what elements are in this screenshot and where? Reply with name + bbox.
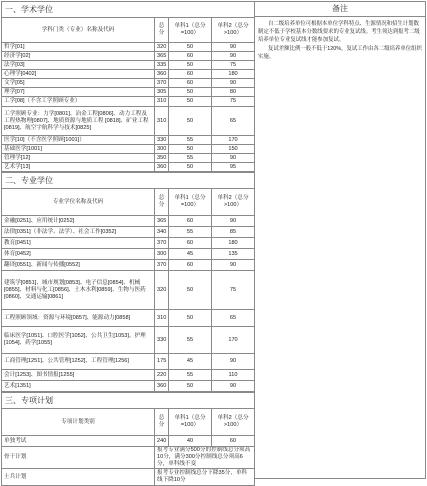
single-subject-2: 80	[212, 88, 255, 97]
column-header: 单科2（总分>100）	[212, 409, 255, 436]
single-subject-1: 50	[169, 43, 212, 52]
program-name: 工学照顾专业：力学[0801]、冶金工程[0806]、动力工程及工程热物理[0807]、地质资源与地质工程 [0818]、矿业工程[0819]、航空宇航科学与技术[0825]	[2, 107, 155, 136]
table-row	[2, 216, 255, 227]
total-score: 175	[155, 354, 169, 370]
single-subject-2: 90	[212, 260, 255, 271]
table-row	[2, 310, 255, 327]
total-score: 360	[155, 381, 169, 392]
program-name: 文学[05]	[2, 79, 155, 88]
column-header: 学科门类（专业）名称及代码	[2, 18, 155, 43]
program-name: 哲学[01]	[2, 43, 155, 52]
notes-panel	[254, 1, 426, 479]
score-table	[1, 392, 255, 486]
program-name: 心理学[0402]	[2, 70, 155, 79]
table-row	[2, 436, 255, 447]
single-subject-1: 50	[169, 61, 212, 70]
single-subject-2: 90	[212, 43, 255, 52]
column-header: 总分	[155, 409, 169, 436]
single-subject-1: 50	[169, 107, 212, 136]
total-score: 365	[155, 52, 169, 61]
table-row	[2, 145, 255, 154]
single-subject-1: 40	[169, 436, 212, 447]
section-title: 一、学术学位	[2, 2, 255, 18]
special-rule: 报考专业控制线总分下降35分，单科线下降10分	[155, 469, 255, 486]
program-name: 教育[0451]	[2, 238, 155, 249]
single-subject-2: 65	[212, 310, 255, 327]
column-header: 单科1（总分=100）	[169, 409, 212, 436]
single-subject-2: 85	[212, 227, 255, 238]
single-subject-2: 90	[212, 216, 255, 227]
special-rule: 报考专业满分500分的控制线总分须高10分，满分300分控制线总分须高6分，单科线不变	[155, 447, 255, 469]
single-subject-1: 45	[169, 249, 212, 260]
total-score: 310	[155, 97, 169, 107]
table-row	[2, 52, 255, 61]
table-row	[2, 107, 255, 136]
column-header: 总分	[155, 18, 169, 43]
program-name: 翻译[0551]、新闻与传播[0552]	[2, 260, 155, 271]
single-subject-1: 55	[169, 136, 212, 145]
total-score: 350	[155, 154, 169, 163]
table-row	[2, 260, 255, 271]
single-subject-1: 60	[169, 260, 212, 271]
program-name: 金融[0251]、应用统计[0252]	[2, 216, 155, 227]
column-header: 总分	[155, 189, 169, 216]
program-name: 医学[10]（不含医学照顾[1001]）	[2, 136, 155, 145]
program-name: 建筑学[0851]、城市规划[0853]、电子信息[0854]、机械[0855]、材料与化工[0856]、土木水利[0859]、生物与医药[0860]、交通运输[0861]	[2, 271, 155, 310]
single-subject-1: 60	[169, 238, 212, 249]
table-row	[2, 136, 255, 145]
program-name: 法学[03]	[2, 61, 155, 70]
table-row	[2, 70, 255, 79]
single-subject-2: 90	[212, 79, 255, 88]
single-subject-2: 135	[212, 249, 255, 260]
total-score: 330	[155, 327, 169, 354]
notes-title: 备注	[255, 2, 425, 17]
total-score: 340	[155, 227, 169, 238]
table-row	[2, 163, 255, 172]
table-row	[2, 381, 255, 392]
total-score: 300	[155, 249, 169, 260]
total-score: 310	[155, 107, 169, 136]
single-subject-1: 50	[169, 145, 212, 154]
single-subject-2: 90	[212, 154, 255, 163]
table-row	[2, 43, 255, 52]
table-row	[2, 354, 255, 370]
single-subject-2: 170	[212, 327, 255, 354]
program-name: 会计[1253]、图书情报[1255]	[2, 370, 155, 381]
table-row	[2, 469, 255, 486]
single-subject-1: 50	[169, 310, 212, 327]
total-score: 320	[155, 271, 169, 310]
section-title: 二、专业学位	[2, 173, 255, 189]
total-score: 305	[155, 88, 169, 97]
total-score: 320	[155, 43, 169, 52]
column-header: 专项计划类别	[2, 409, 155, 436]
program-name: 基础医学[1001]	[2, 145, 155, 154]
total-score: 365	[155, 216, 169, 227]
single-subject-1: 60	[169, 52, 212, 61]
program-name: 临床医学[1051]、口腔医学[1052]、公共卫生[1053]、护理[1054]、药学[1055]	[2, 327, 155, 354]
table-row	[2, 61, 255, 70]
program-name: 管理学[12]	[2, 154, 155, 163]
table-row	[2, 249, 255, 260]
total-score: 370	[155, 238, 169, 249]
single-subject-1: 55	[169, 154, 212, 163]
single-subject-1: 60	[169, 216, 212, 227]
note-paragraph: 自二级培养单位可根据本单位学科特点、生源情况和招生计划数制定不低于学校基本分数线要求的专业复试线。考生须达到报考二级培养单位专业复试线才能参加复试。	[258, 21, 420, 44]
program-name: 艺术学[13]	[2, 163, 155, 172]
single-subject-2: 180	[212, 238, 255, 249]
program-name: 理学[07]	[2, 88, 155, 97]
program-name: 单独考试	[2, 436, 155, 447]
program-name: 工学[08]（不含工学照顾专业）	[2, 97, 155, 107]
table-row	[2, 97, 255, 107]
single-subject-1: 50	[169, 88, 212, 97]
single-subject-2: 170	[212, 136, 255, 145]
single-subject-1: 50	[169, 163, 212, 172]
single-subject-2: 75	[212, 61, 255, 70]
table-row	[2, 271, 255, 310]
single-subject-2: 150	[212, 145, 255, 154]
single-subject-1: 50	[169, 271, 212, 310]
score-table	[1, 1, 255, 172]
total-score: 240	[155, 436, 169, 447]
column-header: 专业学位名称及代码	[2, 189, 155, 216]
table-row	[2, 238, 255, 249]
program-name: 士兵计划	[2, 469, 155, 486]
program-name: 经济学[02]	[2, 52, 155, 61]
table-row	[2, 88, 255, 97]
notes-body	[255, 17, 425, 61]
single-subject-2: 110	[212, 370, 255, 381]
table-row	[2, 327, 255, 354]
single-subject-1: 55	[169, 227, 212, 238]
single-subject-2: 90	[212, 354, 255, 370]
single-subject-1: 50	[169, 97, 212, 107]
table-row	[2, 154, 255, 163]
single-subject-1: 55	[169, 370, 212, 381]
total-score: 370	[155, 79, 169, 88]
single-subject-2: 60	[212, 436, 255, 447]
table-row	[2, 227, 255, 238]
total-score: 300	[155, 145, 169, 154]
total-score: 335	[155, 61, 169, 70]
column-header: 单科2（总分>100）	[212, 189, 255, 216]
program-name: 工商管理[1251]、公共管理[1252]、工程管理[1256]	[2, 354, 155, 370]
single-subject-1: 55	[169, 327, 212, 354]
column-header: 单科2（总分>100）	[212, 18, 255, 43]
single-subject-1: 60	[169, 79, 212, 88]
table-header-row	[2, 409, 255, 436]
total-score: 220	[155, 370, 169, 381]
single-subject-2: 75	[212, 97, 255, 107]
column-header: 单科1（总分=100）	[169, 18, 212, 43]
single-subject-1: 50	[169, 381, 212, 392]
program-name: 法律[0351]（非法学、法学）、社会工作[0352]	[2, 227, 155, 238]
total-score: 360	[155, 163, 169, 172]
table-row	[2, 79, 255, 88]
single-subject-1: 45	[169, 354, 212, 370]
score-table	[1, 172, 255, 392]
total-score: 310	[155, 310, 169, 327]
single-subject-2: 180	[212, 70, 255, 79]
program-name: 艺术[1351]	[2, 381, 155, 392]
single-subject-2: 95	[212, 163, 255, 172]
single-subject-2: 65	[212, 107, 255, 136]
total-score: 360	[155, 70, 169, 79]
table-row	[2, 370, 255, 381]
program-name: 体育[0452]	[2, 249, 155, 260]
single-subject-2: 90	[212, 52, 255, 61]
program-name: 工程照顾领域：资源与环境[0857]、能源动力[0858]	[2, 310, 155, 327]
total-score: 330	[155, 136, 169, 145]
score-tables	[1, 1, 254, 486]
total-score: 370	[155, 260, 169, 271]
program-name: 骨干计划	[2, 447, 155, 469]
table-header-row	[2, 189, 255, 216]
table-row	[2, 447, 255, 469]
column-header: 单科1（总分=100）	[169, 189, 212, 216]
single-subject-1: 60	[169, 70, 212, 79]
single-subject-2: 75	[212, 271, 255, 310]
section-title: 三、专项计划	[2, 393, 255, 409]
note-paragraph: 复试差额比例一般不低于120%，复试工作由各二级培养单位组织实施。	[258, 45, 422, 60]
table-header-row	[2, 18, 255, 43]
single-subject-2: 90	[212, 381, 255, 392]
